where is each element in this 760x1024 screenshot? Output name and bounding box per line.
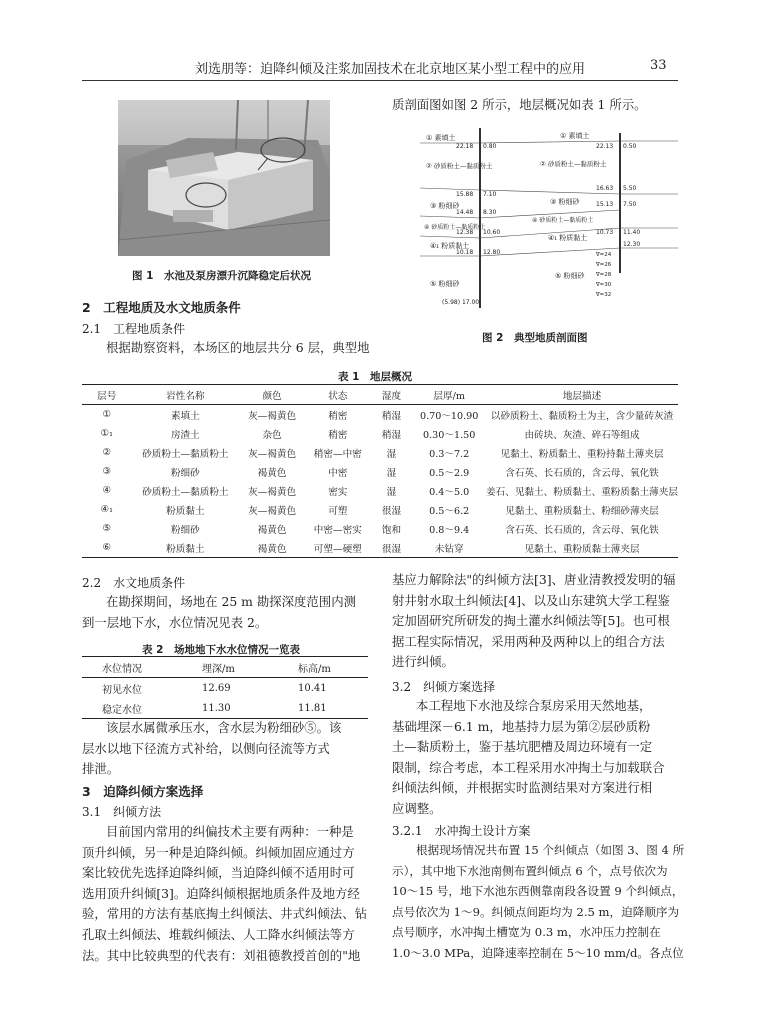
geo-water-mark: ∇=24: [596, 252, 612, 258]
table2-row: [82, 678, 368, 699]
section22-paragraph: 在勘探期间，场地在 25 m 勘探深度范围内测 到一层地下水，水位情况见表 2。: [82, 594, 356, 630]
table2-cell: 11.30: [182, 698, 278, 719]
table2-water-level: [82, 656, 368, 719]
geo-right-depth: 7.50: [623, 201, 637, 208]
table1-row: [82, 481, 678, 500]
table1-cell: 湿: [386, 448, 397, 460]
geo-water-mark: ∇=32: [596, 292, 612, 298]
table1-cell: ⑥: [82, 538, 132, 558]
table1-cell: 稍密: [328, 429, 348, 441]
section3-title: 3 迫降纠倾方案选择: [82, 784, 204, 799]
geo-left-depth: 12.80: [483, 249, 501, 256]
geo-right-depth: 16.63: [596, 185, 614, 192]
table1-cell: 灰—褐黄色: [248, 410, 297, 422]
geo-left-label-1: ① 素填土: [426, 134, 456, 142]
geo-right-label-5: ④₁ 粉质黏土: [548, 234, 588, 242]
table1-cell: ①₁: [100, 428, 113, 439]
page-number: 33: [650, 58, 667, 73]
geo-left-label-4: ④ 砂质粉土—黏质粉土: [424, 224, 486, 231]
geo-left-depth: 15.88: [456, 191, 474, 198]
table1-cell: 褐黄色: [239, 538, 305, 558]
table1-cell: ⑤: [102, 523, 112, 534]
table1-header-cell: 层厚/m: [412, 385, 486, 405]
geo-left-depth: 10.18: [456, 249, 474, 256]
geo-right-label-4: ④ 砂质粉土—黏质粉土: [532, 217, 594, 224]
geo-left-depth: 8.30: [483, 209, 497, 216]
table1-header-cell: 层号: [82, 385, 132, 405]
table1-cell: 粉质黏土: [132, 538, 240, 558]
table1-cell: ③: [102, 466, 112, 477]
geo-water-mark: ∇=28: [596, 272, 612, 278]
geo-right-depth: 10.73: [596, 229, 614, 236]
table1-cell: 灰—褐黄色: [248, 448, 297, 460]
table2-cell: 初见水位: [102, 684, 142, 696]
table1-cell: 0.8～9.4: [429, 524, 470, 536]
table1-cell: 房渣土: [170, 429, 200, 441]
table1-cell: 粉质黏土: [166, 505, 205, 517]
table1-cell: 含石英、长石质的，含云母、氧化铁: [505, 467, 659, 479]
geo-left-depth: 22.18: [456, 143, 474, 150]
figure2-geological-profile: [420, 128, 680, 308]
table1-cell: 稍密: [328, 410, 348, 422]
table1-cell: 饱和: [381, 524, 402, 536]
geo-right-label-1: ① 素填土: [560, 132, 590, 140]
figure2-caption: 图 2 典型地质剖面图: [482, 332, 588, 344]
geo-left-label-2: ② 砂质粉土—黏质粉土: [426, 162, 493, 170]
table1-caption: 表 1 地层概况: [338, 371, 412, 383]
section31-paragraph: 目前国内常用的纠偏技术主要有两种：一种是 顶升纠倾，另一种是迫降纠倾。纠倾加固应通过方 案比较优先选择迫降纠倾，当迫降纠倾不适用时可 选用顶升纠倾[3]。迫降纠倾根据地质条件及地方经 验，常用的方法有基底掏土纠倾法、井式纠倾法、钻 孔取土纠倾法、堆载纠倾法、人工降水纠倾法等方 法。其中比较典型的代表有：刘祖德教授首创的"地: [82, 824, 367, 963]
geo-right-depth: 22.13: [596, 143, 614, 150]
table1-header-cell: 地层描述: [486, 385, 678, 405]
section32-title: 3.2 纠倾方案选择: [392, 680, 496, 694]
table1-cell: ①: [102, 409, 112, 420]
table1-cell: 褐黄色: [257, 467, 287, 479]
table1-cell: 灰—褐黄色: [248, 486, 297, 498]
table1-cell: 密实: [328, 486, 348, 498]
header-rule: [82, 80, 678, 81]
table1-row: [82, 500, 678, 519]
table1-cell: 未钻穿: [412, 538, 486, 558]
table1-row: [82, 424, 678, 443]
table1-cell: 以砂质粉土、黏质粉土为主，含少量砖灰渣: [490, 410, 674, 422]
water-tank-photo: [118, 100, 330, 256]
table2-cell: 12.69: [202, 682, 231, 694]
geo-left-label-5: ④₁ 粉质黏土: [430, 242, 470, 250]
table1-cell: 中密—密实: [313, 524, 362, 536]
table2-header-cell: 水位情况: [82, 657, 182, 678]
table2-header-cell: 标高/m: [278, 657, 368, 678]
geo-left-depth: 14.48: [456, 209, 474, 216]
table1-cell: 湿: [386, 467, 397, 479]
section21-title: 2.1 工程地质条件: [82, 322, 186, 336]
table1-cell: 褐黄色: [257, 524, 287, 536]
geo-right-depth: 15.13: [596, 201, 614, 208]
section321-title: 3.2.1 水冲掏土设计方案: [392, 824, 531, 838]
table1-row: [82, 538, 678, 558]
geo-right-depth: 5.50: [623, 185, 637, 192]
table1-cell: 姜石、见黏土、粉质黏土、重粉质黏土薄夹层: [486, 486, 678, 498]
table1-cell: 可塑: [328, 505, 348, 517]
running-header: 刘选朋等：迫降纠倾及注浆加固技术在北京地区某小型工程中的应用: [195, 62, 586, 77]
section2-title: 2 工程地质及水文地质条件: [82, 300, 241, 315]
table1-cell: 砂质粉土—黏质粉土: [142, 486, 229, 498]
geo-right-depth: 0.50: [623, 143, 637, 150]
table1-cell: 0.5～2.9: [429, 467, 470, 479]
table1-cell: 砂质粉土—黏质粉土: [142, 448, 229, 460]
section31-title: 3.1 纠倾方法: [82, 805, 162, 819]
table1-header-cell: 岩性名称: [132, 385, 240, 405]
geo-left-depth: 7.10: [483, 191, 497, 198]
table2-cell: 11.81: [278, 698, 368, 719]
table1-cell: 很湿: [381, 505, 402, 517]
table1-cell: 杂色: [262, 429, 282, 441]
figure1-caption: 图 1 水池及泵房漂升沉降稳定后状况: [132, 270, 311, 282]
table1-strata: [82, 384, 678, 558]
table1-row: [82, 519, 678, 538]
geo-right-label-2: ② 砂质粉土—黏质粉土: [540, 160, 607, 168]
table2-header-cell: 埋深/m: [182, 657, 278, 678]
section22-title: 2.2 水文地质条件: [82, 576, 186, 590]
table1-cell: 粉细砂: [170, 524, 200, 536]
table1-cell: 0.3～7.2: [429, 448, 470, 460]
table2-row: [82, 698, 368, 719]
table1-cell: 稍湿: [381, 410, 402, 422]
table1-header-cell: 湿度: [371, 385, 413, 405]
table1-cell: 稍密—中密: [313, 448, 362, 460]
aquifer-paragraph: 该层水属微承压水，含水层为粉细砂⑤。该 层水以地下径流方式补给，以侧向径流等方式 排泄。: [82, 720, 342, 777]
table1-row: [82, 443, 678, 462]
table1-cell: 0.4～5.0: [429, 486, 470, 498]
geo-water-mark: ∇=30: [596, 282, 612, 288]
figure1-photo: [118, 100, 330, 256]
table2-caption: 表 2 场地地下水水位情况一览表: [142, 644, 300, 656]
geo-right-depth: 11.40: [623, 229, 641, 236]
table1-row: [82, 462, 678, 481]
geo-right-label-6: ⑤ 粉细砂: [555, 272, 585, 280]
geo-left-depth: 0.80: [483, 143, 497, 150]
table1-cell: 0.30～1.50: [423, 429, 476, 441]
table1-cell: 很湿: [371, 538, 413, 558]
geo-left-label-3: ③ 粉细砂: [430, 202, 460, 210]
geo-right-label-3: ③ 粉细砂: [550, 198, 580, 206]
geo-left-depth: (5.98) 17.00: [442, 299, 480, 306]
table2-cell: 10.41: [298, 682, 327, 694]
table1-cell: 中密: [328, 467, 348, 479]
table1-cell: ②: [102, 447, 112, 458]
table1-cell: 粉细砂: [170, 467, 200, 479]
table2-cell: 稳定水位: [82, 698, 182, 719]
section32-paragraph: 本工程地下水池及综合泵房采用天然地基， 基础埋深－6.1 m，地基持力层为第②层砂质粉 土—黏质粉土，鉴于基坑肥槽及周边环境有一定 限制，综合考虑，本工程采用水冲掏土与加载联合 纠倾法纠倾，并根据实时监测结果对方案进行相 应调整。: [392, 698, 665, 816]
table1-cell: 由砖块、灰渣、碎石等组成: [524, 429, 640, 441]
table1-cell: 灰—褐黄色: [248, 505, 297, 517]
geo-water-mark: ∇=26: [596, 262, 612, 268]
right-intro-paragraph: 质剖面图如图 2 所示，地层概况如表 1 所示。: [392, 97, 647, 112]
geo-left-depth: 10.60: [483, 229, 501, 236]
table1-cell: 湿: [386, 486, 397, 498]
table1-cell: 0.70～10.90: [419, 410, 479, 422]
table1-cell: 稍湿: [381, 429, 402, 441]
table1-row: [82, 405, 678, 425]
table1-header-cell: 颜色: [239, 385, 305, 405]
table1-cell: 见黏土、粉质黏土、重粉持黏土薄夹层: [500, 448, 664, 460]
table1-cell: 可塑—硬塑: [305, 538, 371, 558]
table1-cell: 见黏土、重粉质黏土薄夹层: [486, 538, 678, 558]
table1-cell: ④₁: [100, 504, 113, 515]
table1-cell: 素填土: [170, 410, 200, 422]
table1-cell: ④: [102, 485, 112, 496]
table1-cell: 见黏土、重粉质黏土、粉细砂薄夹层: [505, 505, 659, 517]
section321-paragraph: 根据现场情况共布置 15 个纠倾点（如图 3、图 4 所 示），其中地下水池南侧布置纠倾点 6 个，点号依次为 10～15 号，地下水池东西侧靠南段各设置 9 个纠倾点， 点号依次为 1～9。纠倾点间距均为 2.5 m，迫降顺序为 点号顺序，水冲掏土槽宽为 0.3 m，水冲压力控制在 1.0～3.0 MPa，迫降速率控制在 5～10 mm/d。各点位: [392, 843, 685, 960]
geo-left-depth: 12.38: [456, 229, 474, 236]
geo-right-depth: 12.30: [623, 241, 641, 248]
table1-cell: 含石英、长石质的，含云母、氧化铁: [505, 524, 659, 536]
section21-paragraph: 根据勘察资料，本场区的地层共分 6 层，典型地: [106, 340, 370, 355]
geo-left-label-6: ⑤ 粉细砂: [430, 280, 460, 288]
right-methods-paragraph: 基应力解除法"的纠倾方法[3]、唐业清教授发明的辐 射井射水取土纠倾法[4]、以及山东建筑大学工程鉴 定加固研究所研发的掏土灌水纠倾法等[5]。也可根 据工程实际情况，采用两种及两种以上的组合方法 进行纠倾。: [392, 572, 676, 670]
table1-cell: 0.5～6.2: [429, 505, 470, 517]
table1-header-cell: 状态: [305, 385, 371, 405]
